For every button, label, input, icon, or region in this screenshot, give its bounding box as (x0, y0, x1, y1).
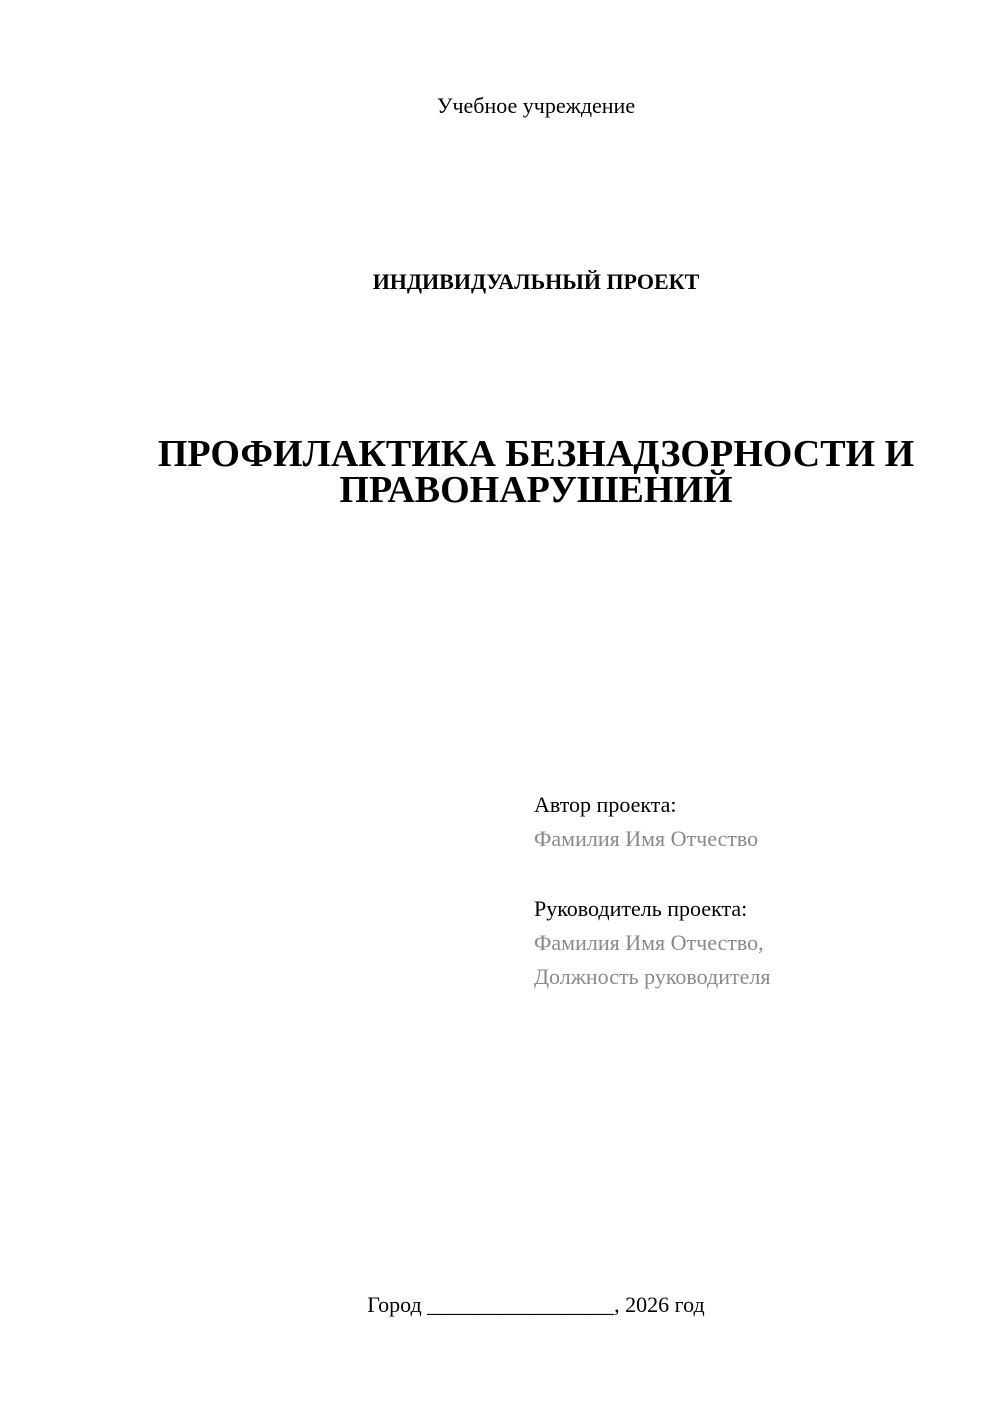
project-title-line-1: ПРОФИЛАКТИКА БЕЗНАДЗОРНОСТИ И (157, 433, 915, 475)
supervisor-label: Руководитель проекта: (534, 896, 748, 921)
supervisor-position-placeholder: Должность руководителя (534, 964, 771, 989)
city-year-footer: Город _________________, 2026 год (367, 1292, 705, 1317)
project-type-heading: ИНДИВИДУАЛЬНЫЙ ПРОЕКТ (372, 269, 700, 294)
author-label: Автор проекта: (534, 792, 677, 817)
supervisor-name-placeholder: Фамилия Имя Отчество, (534, 930, 764, 955)
spacer (534, 856, 974, 892)
project-title (110, 433, 962, 511)
project-title-line-2: ПРАВОНАРУШЕНИЙ (339, 469, 733, 511)
author-name-placeholder: Фамилия Имя Отчество (534, 826, 759, 851)
institution-name: Учебное учреждение (436, 93, 636, 118)
author-info-block (534, 788, 974, 994)
